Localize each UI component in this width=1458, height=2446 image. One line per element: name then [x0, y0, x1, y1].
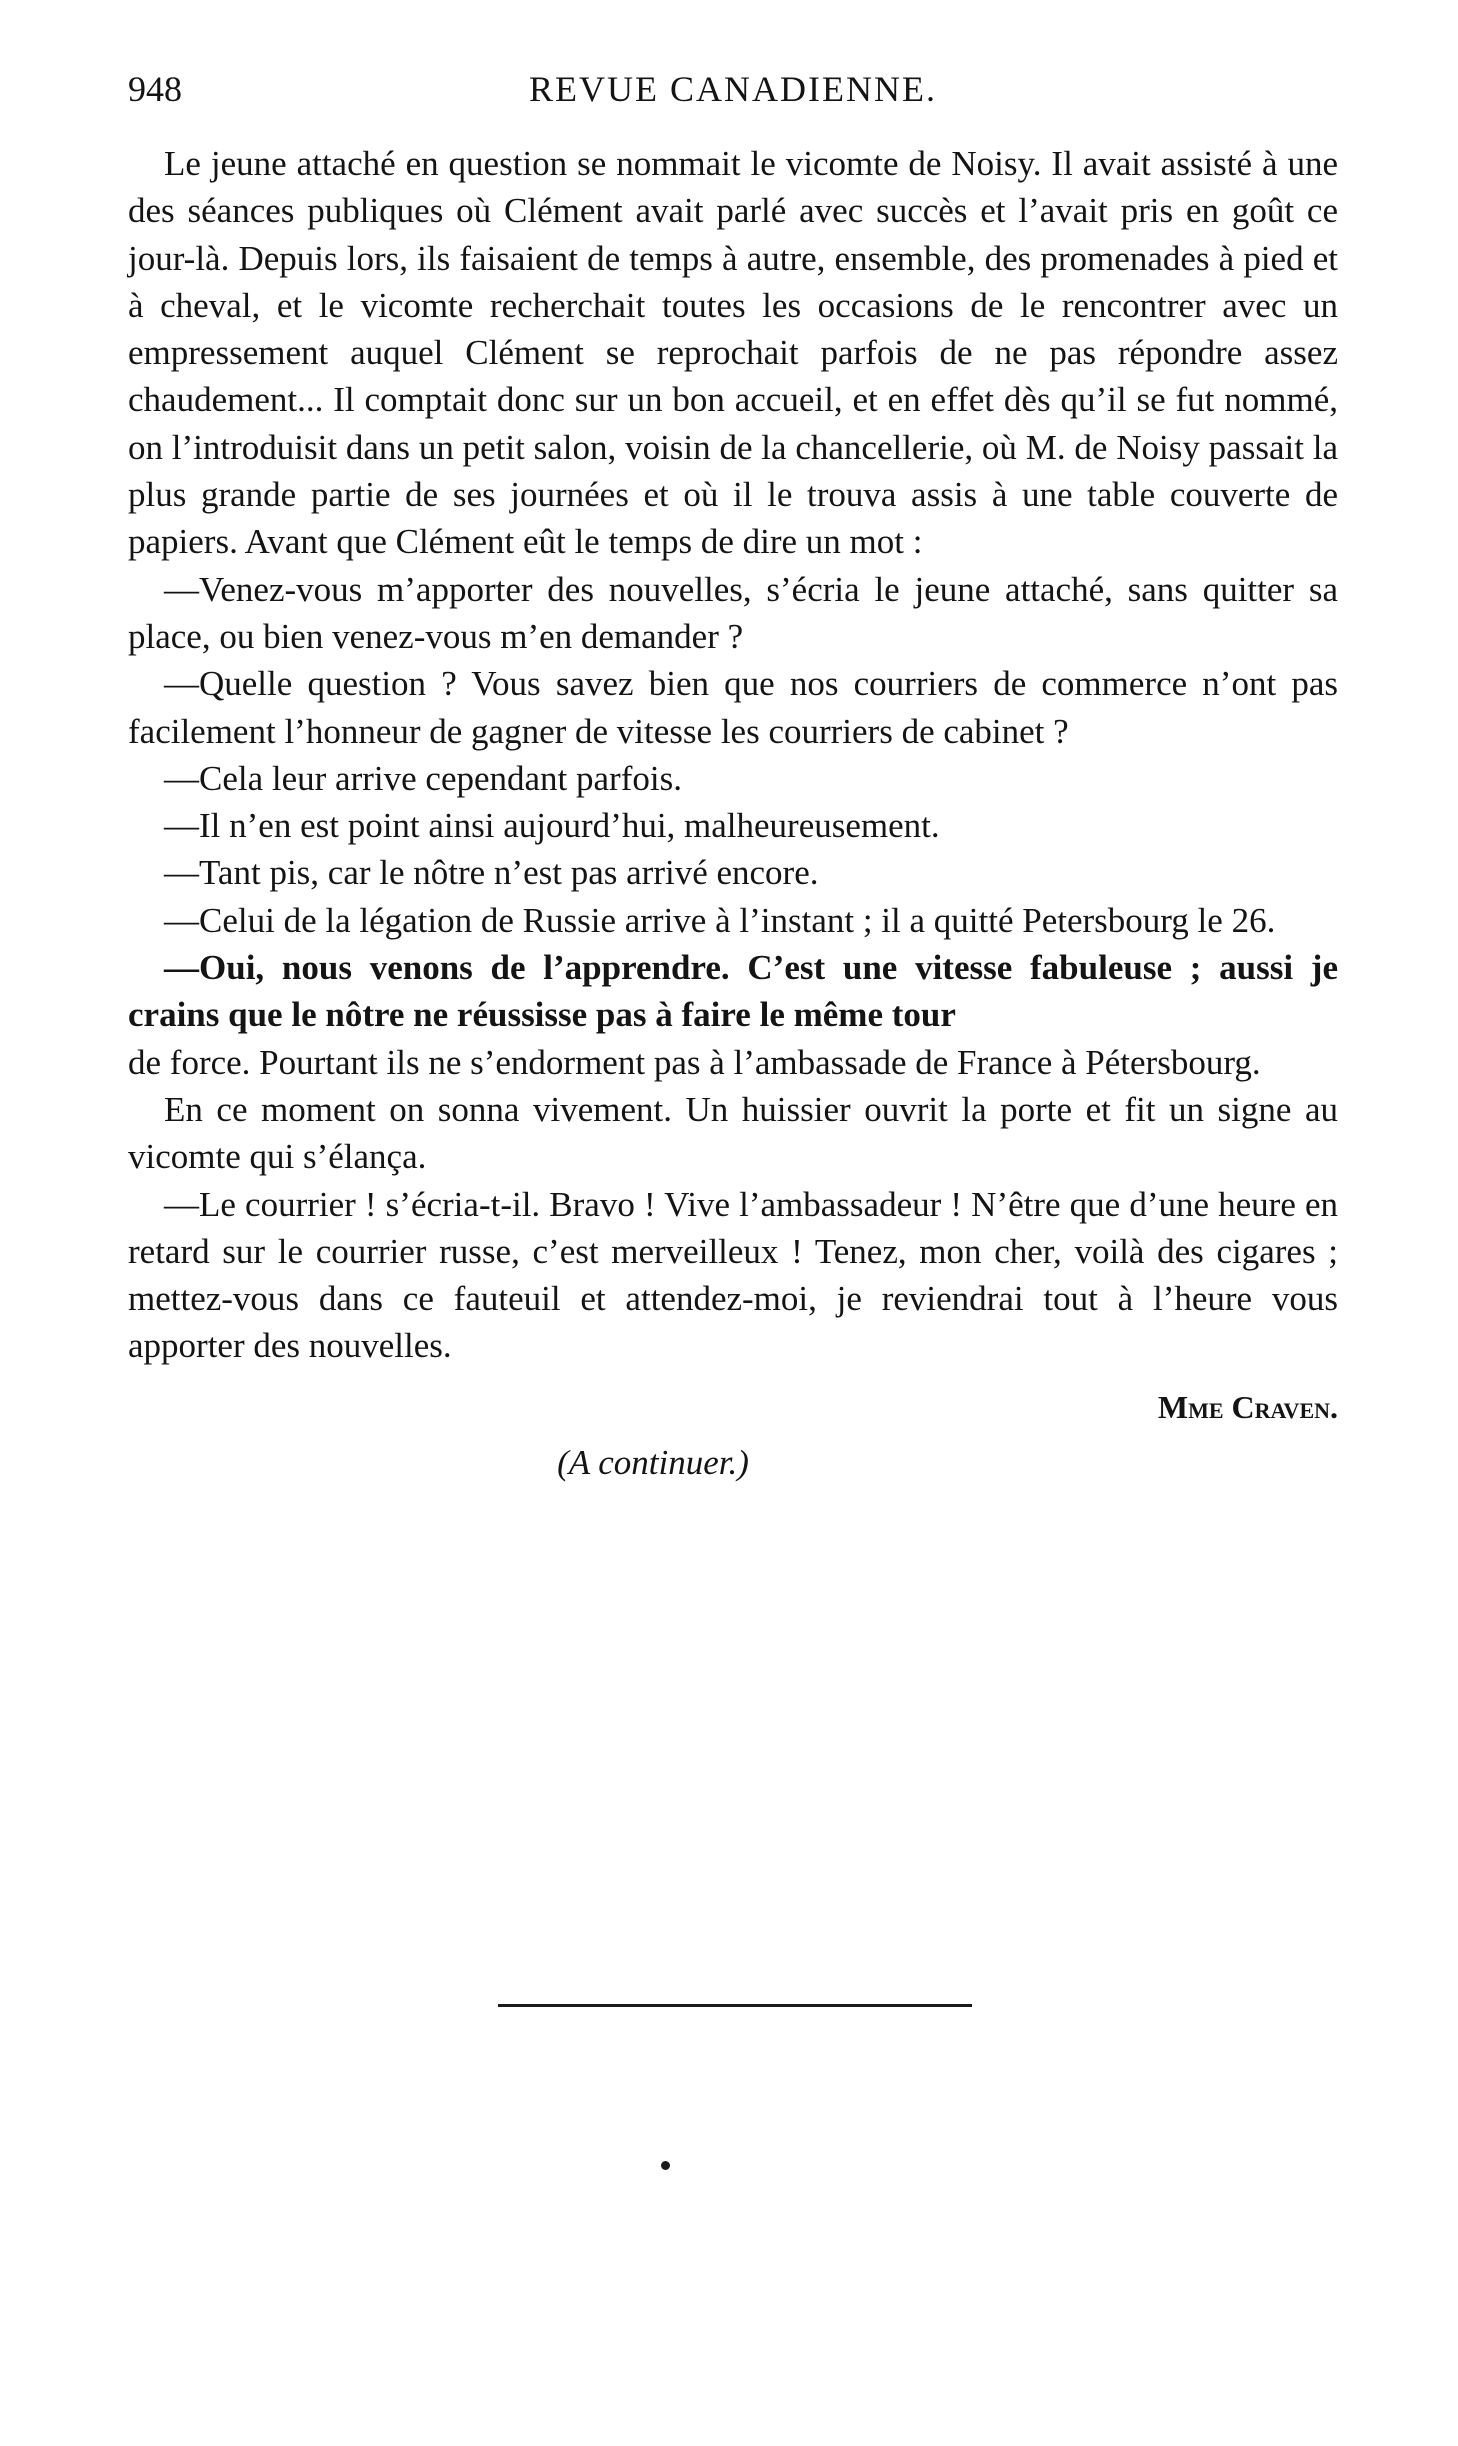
continuation-note: (A continuer.) — [557, 1442, 749, 1482]
paragraph-dialogue: —Cela leur arrive cependant parfois. — [164, 758, 682, 798]
body-text — [128, 140, 1338, 1486]
journal-title: REVUE CANADIENNE. — [529, 69, 937, 109]
running-head — [128, 64, 1338, 114]
paragraph-narration: En ce moment on sonna vivement. Un huissier ouvrit la porte et fit un signe au vicomte qui s’élança. — [128, 1089, 1338, 1177]
paragraph-dialogue: —Celui de la légation de Russie arrive à l’instant ; il a quitté Petersbourg le 26. — [164, 900, 1276, 940]
paragraph-dialogue: —Tant pis, car le nôtre n’est pas arrivé encore. — [164, 853, 819, 893]
end-rule — [498, 2004, 972, 2007]
paragraph-intro: Le jeune attaché en question se nommait le vicomte de Noisy. Il avait assisté à une des séances publiques où Clément avait parlé avec succès et l’avait pris en goût ce jour-là. Depuis lors, ils faisaient de temps à autre, ensemble, des promenades à pied et à cheval, et le vicomte recherchait toutes les occasions de le rencontrer avec un empressement auquel Clément se reprochait parfois de ne pas répondre assez chaudement... Il comptait donc sur un bon accueil, et en effet dès qu’il se fut nommé, on l’introduisit dans un petit salon, voisin de la chancellerie, où M. de Noisy passait la plus grande partie de ses journées et où il le trouva assis à une table couverte de papiers. Avant que Clément eût le temps de dire un mot : — [128, 144, 1338, 562]
paragraph-dialogue: —Le courrier ! s’écria-t-il. Bravo ! Vive l’ambassadeur ! N’être que d’une heure en retard sur le courrier russe, c’est merveilleux ! Tenez, mon cher, voilà des cigares ; mettez-vous dans ce fauteuil et attendez-moi, je reviendrai tout à l’heure vous apporter des nouvelles. — [128, 1184, 1338, 1366]
paragraph-dialogue-continued: de force. Pourtant ils ne s’endorment pas à l’ambassade de France à Pétersbourg. — [128, 1042, 1261, 1082]
dot-mark — [661, 2161, 670, 2170]
paragraph-dialogue-bold: —Oui, nous venons de l’apprendre. C’est une vitesse fabuleuse ; aussi je crains que le nôtre ne réussisse pas à faire le même tour — [128, 948, 1338, 1035]
paragraph-dialogue: —Quelle question ? Vous savez bien que nos courriers de commerce n’ont pas facilement l’honneur de gagner de vitesse les courriers de cabinet ? — [128, 664, 1338, 751]
page-number: 948 — [128, 69, 182, 109]
paragraph-dialogue: —Il n’en est point ainsi aujourd’hui, malheureusement. — [164, 806, 940, 846]
paragraph-dialogue: —Venez-vous m’apporter des nouvelles, s’écria le jeune attaché, sans quitter sa place, ou bien venez-vous m’en demander ? — [128, 569, 1338, 656]
author-signature: Mme Craven. — [1157, 1388, 1338, 1425]
